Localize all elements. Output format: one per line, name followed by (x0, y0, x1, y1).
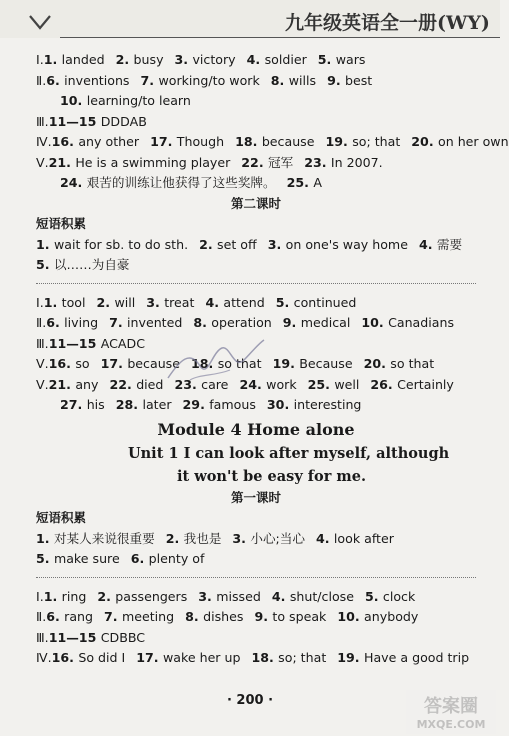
answer-text: landed (61, 52, 105, 67)
answer-text: rang (64, 609, 94, 624)
lesson1-exercises (36, 587, 476, 669)
answer-text: 以……为自豪 (53, 257, 130, 272)
answer-text: meeting (121, 609, 175, 624)
answer-line (36, 549, 476, 570)
lesson2-phrases (36, 235, 476, 276)
item-number: 16. (51, 650, 79, 665)
answer-text: clock (382, 588, 416, 604)
lesson2-title: 第二课时 (230, 195, 281, 211)
dotted-divider (36, 577, 476, 578)
item-number: 19. (272, 356, 300, 371)
roman-numeral: Ⅰ. (36, 588, 44, 604)
item-number: 4. (418, 236, 437, 252)
answer-text: In 2007. (330, 154, 383, 170)
answer-text: tool (61, 294, 86, 310)
roman-numeral: Ⅰ. (36, 52, 44, 67)
item-number: 2. (96, 294, 115, 310)
answer-line (36, 648, 476, 669)
item-number: 5. (275, 294, 294, 310)
item-number: 10. (337, 609, 365, 624)
answer-line (36, 91, 476, 112)
answer-line (36, 628, 476, 649)
page-number: · 200 · (226, 693, 274, 708)
answer-line (36, 132, 509, 153)
item-number: 20. (363, 356, 391, 371)
answer-text: invented (127, 315, 183, 330)
answer-line (36, 529, 476, 550)
answer-text: so (75, 356, 90, 371)
answer-text: to speak (272, 609, 327, 624)
answer-text: ACADC (100, 335, 146, 351)
item-number: 7. (140, 72, 159, 88)
answer-text: best (345, 72, 373, 88)
item-number: 1. (43, 294, 62, 310)
answer-text: 艰苦的训练让他获得了这些奖牌。 (86, 175, 276, 190)
answer-text: 我也是 (183, 530, 222, 546)
answer-text: living (64, 315, 99, 330)
answer-line (36, 235, 476, 256)
lesson1-title: 第一课时 (230, 489, 281, 505)
answer-line (36, 255, 476, 276)
answer-line (36, 50, 476, 71)
answer-text: dishes (203, 609, 244, 624)
answer-text: work (266, 376, 297, 392)
roman-numeral: Ⅲ. (36, 629, 49, 645)
answer-text: Because (299, 356, 353, 371)
answer-text: so; that (278, 650, 327, 665)
item-number: 3. (146, 294, 165, 310)
page-header (0, 0, 500, 40)
watermark-logo (406, 690, 496, 734)
answer-text: died (136, 376, 164, 392)
item-number: 10. (60, 93, 87, 108)
item-number: 29. (182, 397, 210, 412)
item-number: 10. (361, 315, 389, 330)
roman-numeral: Ⅲ. (36, 335, 49, 351)
answer-text: anybody (364, 609, 419, 624)
answer-text: 对某人来说很重要 (53, 530, 155, 546)
answer-text: Have a good trip (363, 650, 470, 665)
answer-text: 冠军 (268, 154, 294, 170)
answer-text: victory (192, 52, 236, 67)
item-number: 1. (36, 236, 54, 252)
item-number: 3. (174, 52, 193, 67)
item-number: 19. (337, 650, 364, 665)
answer-text: attend (223, 294, 265, 310)
item-number: 3. (232, 530, 251, 546)
item-number: 22. (241, 154, 268, 170)
module-title: Module 4 Home alone (157, 419, 355, 439)
item-number: 24. (60, 175, 87, 190)
answer-line (36, 607, 476, 628)
chevron-down-icon (28, 10, 52, 34)
item-number: 25. (307, 376, 335, 392)
answer-text: because (127, 356, 180, 371)
item-number: 22. (109, 376, 137, 392)
answer-text: make sure (53, 551, 120, 566)
item-number: 6. (46, 72, 65, 88)
item-number: 28. (115, 397, 143, 412)
item-number: 1. (36, 530, 54, 546)
running-title: 九年级英语全一册(WY) (285, 12, 490, 34)
answer-line (36, 395, 476, 416)
unit-title-line2: it won't be easy for me. (177, 467, 367, 485)
item-number: 25. (286, 175, 314, 190)
answer-line (36, 587, 476, 608)
item-number: 2. (97, 588, 116, 604)
answer-text: learning/to learn (86, 93, 191, 108)
answer-text: So did I (78, 650, 126, 665)
item-number: 2. (199, 236, 218, 252)
answer-text: working/to work (158, 72, 260, 88)
roman-numeral: Ⅰ. (36, 294, 44, 310)
answer-text: operation (211, 315, 272, 330)
item-number: 21. (48, 154, 76, 170)
item-number: 18. (191, 356, 218, 371)
roman-numeral: Ⅴ. (36, 376, 49, 392)
lesson1-phrases (36, 529, 476, 570)
item-number: 11—15 (48, 113, 101, 129)
item-number: 8. (270, 72, 289, 88)
item-number: 1. (43, 52, 62, 67)
item-number: 9. (254, 609, 273, 624)
answer-text: busy (133, 52, 164, 67)
item-number: 8. (193, 315, 212, 330)
lesson2-phrase-heading: 短语积累 (36, 216, 87, 231)
answer-text: well (334, 376, 360, 392)
answer-text: wait for sb. to do sth. (53, 236, 189, 252)
item-number: 19. (325, 134, 353, 149)
answer-text: plenty of (148, 551, 205, 566)
answer-text: so; that (352, 134, 401, 149)
answer-text: CDBBC (100, 629, 146, 645)
roman-numeral: Ⅴ. (36, 154, 49, 170)
answer-text: ring (61, 588, 87, 604)
item-number: 21. (48, 376, 76, 392)
answer-text: missed (216, 588, 261, 604)
item-number: 2. (115, 52, 134, 67)
answer-text: continued (293, 294, 357, 310)
item-number: 8. (185, 609, 204, 624)
answer-text: any other (78, 134, 140, 149)
roman-numeral: Ⅲ. (36, 113, 49, 129)
answer-text: care (201, 376, 229, 392)
item-number: 17. (100, 356, 128, 371)
unit-title-line1: Unit 1 I can look after myself, although (128, 444, 450, 462)
item-number: 17. (150, 134, 177, 149)
item-number: 5. (36, 551, 54, 566)
answer-text: 小心;当心 (250, 530, 305, 546)
dotted-divider (36, 283, 476, 284)
item-number: 3. (198, 588, 217, 604)
item-number: 17. (136, 650, 163, 665)
item-number: 20. (411, 134, 438, 149)
answer-text: medical (300, 315, 351, 330)
item-number: 1. (43, 588, 62, 604)
answer-text: Certainly (397, 376, 454, 392)
item-number: 18. (251, 650, 279, 665)
roman-numeral: Ⅴ. (36, 356, 49, 371)
roman-numeral: Ⅱ. (36, 315, 47, 330)
answer-text: so that (217, 356, 262, 371)
answer-text: Though (176, 134, 225, 149)
answer-text: any (75, 376, 99, 392)
item-number: 16. (48, 356, 76, 371)
roman-numeral: Ⅳ. (36, 650, 52, 665)
answer-text: because (261, 134, 315, 149)
answer-line (36, 71, 476, 92)
answer-line (36, 153, 476, 174)
item-number: 4. (246, 52, 265, 67)
answer-text: interesting (293, 397, 362, 412)
answers-block-1 (36, 50, 509, 194)
item-number: 9. (282, 315, 301, 330)
answer-text: DDDAB (100, 113, 147, 129)
item-number: 11—15 (48, 335, 101, 351)
item-number: 11—15 (48, 629, 101, 645)
answer-text: 需要 (436, 236, 463, 252)
header-rule (60, 37, 500, 38)
item-number: 6. (46, 315, 65, 330)
answer-text: soldier (264, 52, 307, 67)
handwritten-mark (160, 330, 270, 390)
answer-text: set off (217, 236, 257, 252)
answer-text: treat (164, 294, 195, 310)
item-number: 26. (370, 376, 398, 392)
answer-text: look after (333, 530, 394, 546)
item-number: 4. (315, 530, 334, 546)
item-number: 4. (271, 588, 290, 604)
answer-text: will (114, 294, 136, 310)
answer-line (36, 293, 476, 314)
item-number: 9. (327, 72, 345, 88)
answer-text: so that (390, 356, 435, 371)
item-number: 6. (46, 609, 65, 624)
item-number: 2. (165, 530, 184, 546)
item-number: 5. (317, 52, 336, 67)
answer-text: passengers (115, 588, 188, 604)
answer-line (36, 112, 476, 133)
answer-text: He is a swimming player (75, 154, 231, 170)
svg-text:MXQE.COM: MXQE.COM (416, 718, 486, 731)
item-number: 23. (304, 154, 331, 170)
item-number: 16. (51, 134, 79, 149)
answer-text: wills (288, 72, 317, 88)
item-number: 30. (266, 397, 294, 412)
roman-numeral: Ⅱ. (36, 72, 47, 88)
item-number: 4. (205, 294, 224, 310)
answer-text: Canadians (388, 315, 455, 330)
item-number: 6. (130, 551, 149, 566)
item-number: 23. (174, 376, 202, 392)
item-number: 7. (104, 609, 122, 624)
answer-line (36, 173, 476, 194)
lesson1-phrase-heading: 短语积累 (36, 510, 87, 525)
answer-text: later (142, 397, 172, 412)
svg-text:答案圈: 答案圈 (424, 696, 478, 717)
item-number: 27. (60, 397, 87, 412)
answer-text: famous (209, 397, 256, 412)
answer-text: inventions (64, 72, 130, 88)
answer-text: A (313, 175, 322, 190)
answer-text: shut/close (289, 588, 354, 604)
item-number: 5. (364, 588, 383, 604)
item-number: 7. (109, 315, 128, 330)
answer-text: his (86, 397, 105, 412)
answer-text: wars (335, 52, 366, 67)
answer-text: wake her up (162, 650, 241, 665)
answer-text: on her own (438, 134, 509, 149)
roman-numeral: Ⅳ. (36, 134, 52, 149)
item-number: 3. (267, 236, 286, 252)
answer-text: on one's way home (285, 236, 408, 252)
item-number: 24. (239, 376, 267, 392)
item-number: 18. (235, 134, 262, 149)
roman-numeral: Ⅱ. (36, 609, 47, 624)
item-number: 5. (36, 257, 54, 272)
